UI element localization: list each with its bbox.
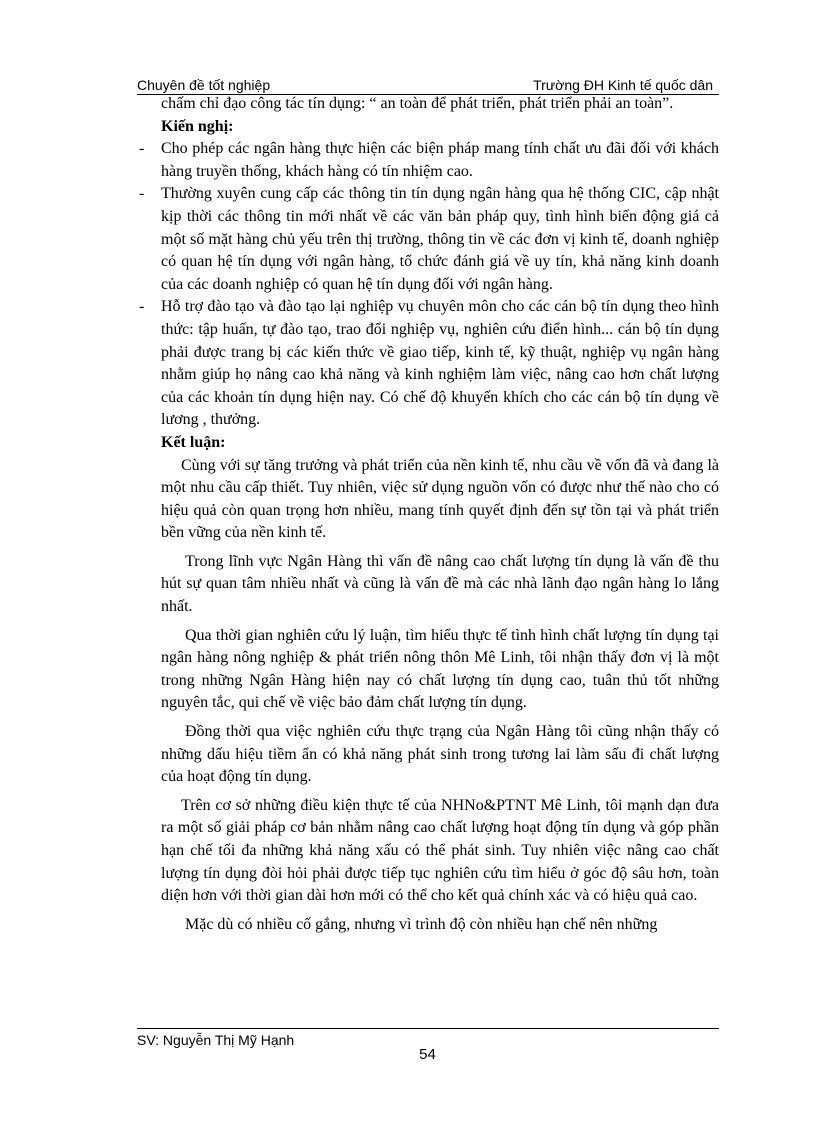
ket-luan-paragraph: Đồng thời qua việc nghiên cứu thực trạng của Ngân Hàng tôi cũng nhận thấy có những dấu hiệu tiềm ẩn có khả năng phát sinh trong tương lai làm sấu đi chất lượng của hoạt động tín dụng. [161, 723, 719, 786]
footer-divider [137, 1028, 719, 1029]
kien-nghi-item [137, 183, 719, 296]
header-left-title: Chuyên đề tốt nghiệp [137, 77, 271, 93]
footer-student-name: SV: Nguyễn Thị Mỹ Hạnh [137, 1032, 295, 1048]
ket-luan-paragraph: Trên cơ sở những điều kiện thực tế của NHNo&PTNT Mê Linh, tôi mạnh dạn đưa ra một số giải pháp cơ bản nhằm nâng cao chất lượng hoạt động tín dụng và góp phần hạn chế tối đa những khả năng xấu có thể phát sinh. Tuy nhiên việc nâng cao chất lượng tín dụng đòi hỏi phải được tiếp tục nghiên cứu tìm hiểu ở góc độ sâu hơn, toàn diện hơn với thời gian dài hơn mới có thể cho kết quả chính xác và có hiệu quả cao. [161, 796, 719, 905]
page-number: 54 [419, 1046, 436, 1063]
intro-text: chấm chỉ đạo công tác tín dụng: “ an toàn để phát triển, phát triển phải an toàn”. [161, 95, 674, 112]
kien-nghi-item [137, 296, 719, 432]
kien-nghi-item-text: Cho phép các ngân hàng thực hiện các biện pháp mang tính chất ưu đãi đối với khách hàng truyền thống, khách hàng có tín nhiệm cao. [161, 140, 719, 180]
kien-nghi-heading: Kiến nghị: [161, 117, 234, 135]
ket-luan-paragraph: Trong lĩnh vực Ngân Hàng thì vấn đề nâng cao chất lượng tín dụng là vấn đề thu hút sự quan tâm nhiều nhất và cũng là vấn đề mà các nhà lãnh đạo ngân hàng lo lắng nhất. [161, 552, 719, 616]
page-body [137, 93, 719, 942]
header-right-title: Trường ĐH Kinh tế quốc dân [533, 77, 713, 93]
ket-luan-paragraph: Mặc dù có nhiều cố gắng, nhưng vì trình độ còn nhiều hạn chế nên những [185, 915, 658, 933]
bullet-dash: - [139, 298, 145, 316]
kien-nghi-item-text: Thường xuyên cung cấp các thông tin tín dụng ngân hàng qua hệ thống CIC, cập nhật kịp thời các thông tin mới nhất về các văn bản pháp quy, tình hình biến động giá cả một số mặt hàng chủ yếu trên thị trường, thông tin về các đơn vị kinh tế, doanh nghiệp có quan hệ tín dụng với ngân hàng, tổ chức đánh giá về uy tín, khả năng kinh doanh của các doanh nghiệp có quan hệ tín dụng đối với ngân hàng. [161, 185, 719, 293]
ket-luan-paragraph: Cùng với sự tăng trưởng và phát triển của nền kinh tế, nhu cầu về vốn đã và đang là một nhu cầu cấp thiết. Tuy nhiên, việc sử dụng nguồn vốn có được như thế nào cho có hiệu quả còn quan trọng hơn nhiều, mang tính quyết định đến sự tồn tại và phát triển bền vững của nền kinh tế. [161, 456, 719, 542]
kien-nghi-item [137, 138, 719, 183]
ket-luan-heading: Kết luận: [161, 433, 226, 451]
bullet-dash: - [139, 140, 145, 158]
ket-luan-paragraph: Qua thời gian nghiên cứu lý luận, tìm hiểu thực tế tình hình chất lượng tín dụng tại ngân hàng nông nghiệp & phát triển nông thôn Mê Linh, tôi nhận thấy đơn vị là một trong những Ngân Hàng hiện nay có chất lượng tín dụng cao, tuân thủ tốt những nguyên tắc, qui chế về việc bảo đảm chất lượng tín dụng. [161, 626, 719, 712]
kien-nghi-item-text: Hỗ trợ đào tạo và đào tạo lại nghiệp vụ chuyên môn cho các cán bộ tín dụng theo hình thức: tập huấn, tự đào tạo, trao đổi nghiệp vụ, nghiên cứu điển hình... cán bộ tín dụng phải được trang bị các kiến thức về giao tiếp, kinh tế, kỹ thuật, nghiệp vụ ngân hàng nhằm giúp họ nâng cao khả năng và kinh nghiệm làm việc, nâng cao hơn chất lượng của các khoản tín dụng hiện nay. Có chế độ khuyến khích cho các cán bộ tín dụng về lương , thưởng. [161, 298, 719, 429]
bullet-dash: - [139, 185, 145, 203]
